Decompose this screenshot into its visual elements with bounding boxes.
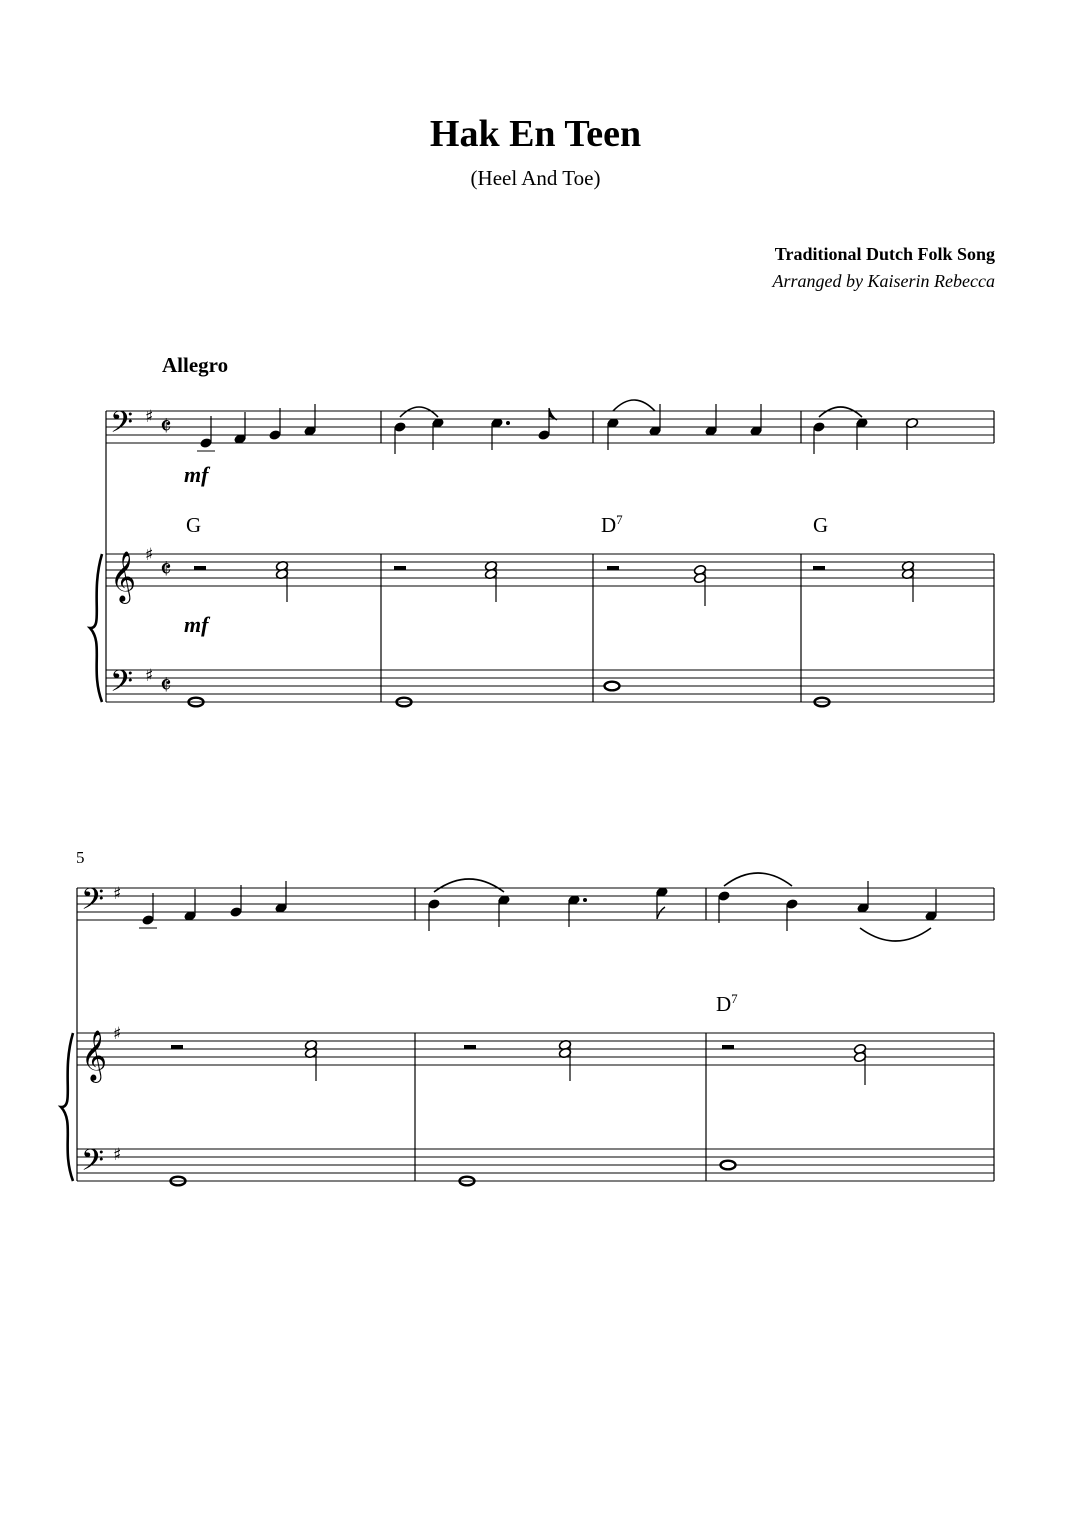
chord-symbol: G [186, 513, 202, 537]
key-signature-sharp: ♯ [113, 1145, 122, 1165]
grand-staff-brace [61, 1033, 73, 1181]
measure-number: 5 [76, 848, 85, 867]
cut-time-icon: 𝄵 [160, 412, 172, 442]
song-subtitle: (Heel And Toe) [470, 166, 601, 190]
note-flag [657, 907, 665, 919]
key-signature-sharp: ♯ [113, 884, 122, 904]
arranger-credit: Arranged by Kaiserin Rebecca [772, 271, 995, 291]
key-signature-sharp: ♯ [145, 407, 154, 427]
slur [613, 400, 655, 411]
slur [724, 873, 792, 886]
half-rest [171, 1045, 183, 1049]
half-rest [464, 1045, 476, 1049]
whole-note [605, 682, 620, 691]
cut-time-icon: 𝄵 [160, 671, 172, 701]
treble-clef-icon: 𝄞 [110, 551, 137, 602]
chord-symbol: G [813, 513, 829, 537]
treble-clef-icon: 𝄞 [81, 1030, 108, 1081]
slur [434, 879, 504, 892]
song-title: Hak En Teen [429, 113, 642, 155]
cut-time-icon: 𝄵 [160, 555, 172, 585]
slur [819, 407, 862, 417]
half-rest [394, 566, 406, 570]
bass-clef-icon: 𝄢 [110, 665, 134, 706]
dynamic-piano: mf [184, 612, 209, 637]
bass-clef-icon: 𝄢 [81, 1144, 105, 1185]
composer-credit: Traditional Dutch Folk Song [774, 244, 995, 264]
slur [400, 407, 438, 417]
key-signature-sharp: ♯ [145, 545, 154, 565]
bass-clef-icon: 𝄢 [81, 883, 105, 924]
half-rest [722, 1045, 734, 1049]
key-signature-sharp: ♯ [145, 666, 154, 686]
chord-symbol: $D^7$ [601, 512, 623, 537]
whole-note [721, 1161, 736, 1170]
grand-staff-brace [90, 554, 102, 702]
augmentation-dot [583, 898, 587, 902]
tempo-marking: Allegro [162, 353, 229, 377]
augmentation-dot [506, 421, 510, 425]
note-flag [549, 408, 557, 420]
chord-symbol: $D^7$ [716, 991, 738, 1016]
half-rest [194, 566, 206, 570]
slur [860, 928, 931, 941]
half-rest [813, 566, 825, 570]
key-signature-sharp: ♯ [113, 1024, 122, 1044]
dynamic-cello: mf [184, 462, 209, 487]
half-rest [607, 566, 619, 570]
bass-clef-icon: 𝄢 [110, 406, 134, 447]
